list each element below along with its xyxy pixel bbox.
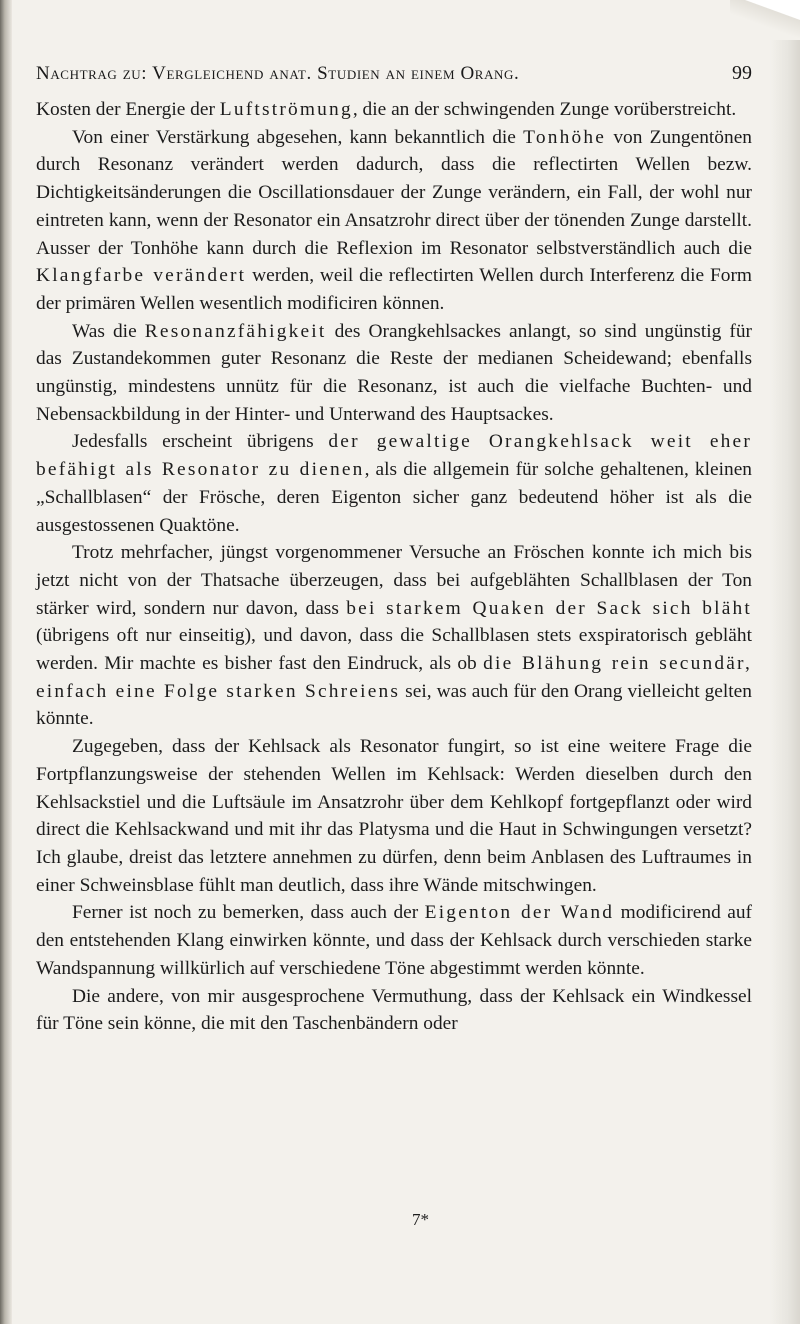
paragraph <box>36 96 752 124</box>
emphasized-text: Luftströmung <box>219 99 353 120</box>
emphasized-text: Tonhöhe <box>523 126 607 148</box>
running-title: Nachtrag zu: Vergleichend anat. Studien an einem Orang. <box>36 63 520 84</box>
emphasized-text: Eigenton der Wand <box>424 902 615 924</box>
emphasized-text: Klangfarbe verändert <box>36 265 247 287</box>
emphasized-text: bei starkem Quaken der Sack sich bläht <box>346 597 752 619</box>
page-corner <box>730 0 800 40</box>
book-gutter-shadow <box>0 0 12 1324</box>
text-run: werden, weil die reflectirten Wellen durch Interferenz die Form der primären Wellen wesentlich modificiren können. <box>36 265 752 314</box>
text-run: von Zungentönen durch Resonanz verändert werden dadurch, dass die reflectirten Wellen bezw. Dichtigkeitsänderungen die Oscillationsdauer der Zunge verändern, ein Fall, der wohl nur eintreten kann, wenn der Resonator ein Ansatzrohr direct über der tönenden Zunge darstellt. Ausser der Tonhöhe kann durch die Reflexion im Resonator selbstverständlich auch die <box>36 126 752 259</box>
text-run: Zugegeben, dass der Kehlsack als Resonator fungirt, so ist eine weitere Frage die Fortpflanzungsweise der stehenden Wellen im Kehlsack: Werden dieselben durch den Kehlsackstiel und die Luftsäule im Ansatzrohr über dem Kehlkopf fortgepflanzt oder wird direct die Kehlsackwand und mit ihr das Platysma und die Haut in Schwingungen versetzt? Ich glaube, dreist das letztere annehmen zu dürfen, denn beim Anblasen des Luftraumes in einer Schweinsblase fühlt man deutlich, dass ihre Wände mitschwingen. <box>36 736 752 896</box>
text-run: , als die allgemein für solche gehaltenen, kleinen „Schallblasen“ der Frösche, deren Eigenton sicher ganz bedeutend höher ist als die ausgestossenen Quaktöne. <box>36 459 753 536</box>
emphasized-text: die Blähung rein secundär, einfach eine Folge starken Schreiens <box>36 653 752 702</box>
text-run: Von einer Verstärkung abgesehen, kann bekanntlich die <box>72 126 524 148</box>
paragraph <box>36 983 752 1038</box>
text-run: Jedesfalls erscheint übrigens <box>72 431 329 453</box>
text-run: des Orangkehlsackes anlangt, so sind ungünstig für das Zustandekommen guter Resonanz die Reste der medianen Scheidewand; ebenfalls ungünstig, mindestens unnütz für die Resonanz, ist auch die vielfache Buchten- und Nebensackbildung in der Hinter- und Unterwand des Hauptsackes. <box>36 320 752 425</box>
paragraph <box>36 733 752 899</box>
paragraph <box>36 124 752 318</box>
page-number: 99 <box>732 62 752 84</box>
emphasized-text: der gewaltige Orangkehlsack weit eher befähigt als Resonator zu dienen <box>36 431 752 481</box>
page-edge <box>770 0 800 1324</box>
text-run: Kosten der Energie der <box>36 99 220 120</box>
text-run: (übrigens oft nur einseitig), und davon, dass die Schallblasen stets exspiratorisch gebläht werden. Mir machte es bisher fast den Eindruck, als ob <box>36 625 752 675</box>
text-run: sei, was auch für den Orang vielleicht gelten könnte. <box>36 680 752 730</box>
text-run: Trotz mehrfacher, jüngst vorgenommener Versuche an Fröschen konnte ich mich bis jetzt nicht von der Thatsache überzeugen, dass bei aufgeblähten Schallblasen der Ton stärker wird, sondern nur davon, dass <box>36 542 752 619</box>
text-run: Was die <box>72 320 145 342</box>
paragraph <box>36 899 752 982</box>
text-run: Die andere, von mir ausgesprochene Vermuthung, dass der Kehlsack ein Windkessel für Töne sein könne, die mit den Taschenbändern oder <box>36 985 752 1035</box>
signature-mark: 7* <box>412 1210 429 1229</box>
emphasized-text: Resonanzfähigkeit <box>144 320 327 342</box>
paragraph <box>36 539 752 733</box>
paragraph <box>36 428 752 539</box>
running-header <box>36 62 752 85</box>
text-run: , die an der schwingenden Zunge vorüberstreicht. <box>352 99 737 120</box>
text-run: Ferner ist noch zu bemerken, dass auch der <box>72 902 425 924</box>
body-text <box>36 96 752 1038</box>
text-run: modificirend auf den entstehenden Klang einwirken könnte, und dass der Kehlsack durch verschieden starke Wandspannung willkürlich auf verschiedene Töne abgestimmt werden könnte. <box>36 902 752 979</box>
paragraph <box>36 318 752 429</box>
